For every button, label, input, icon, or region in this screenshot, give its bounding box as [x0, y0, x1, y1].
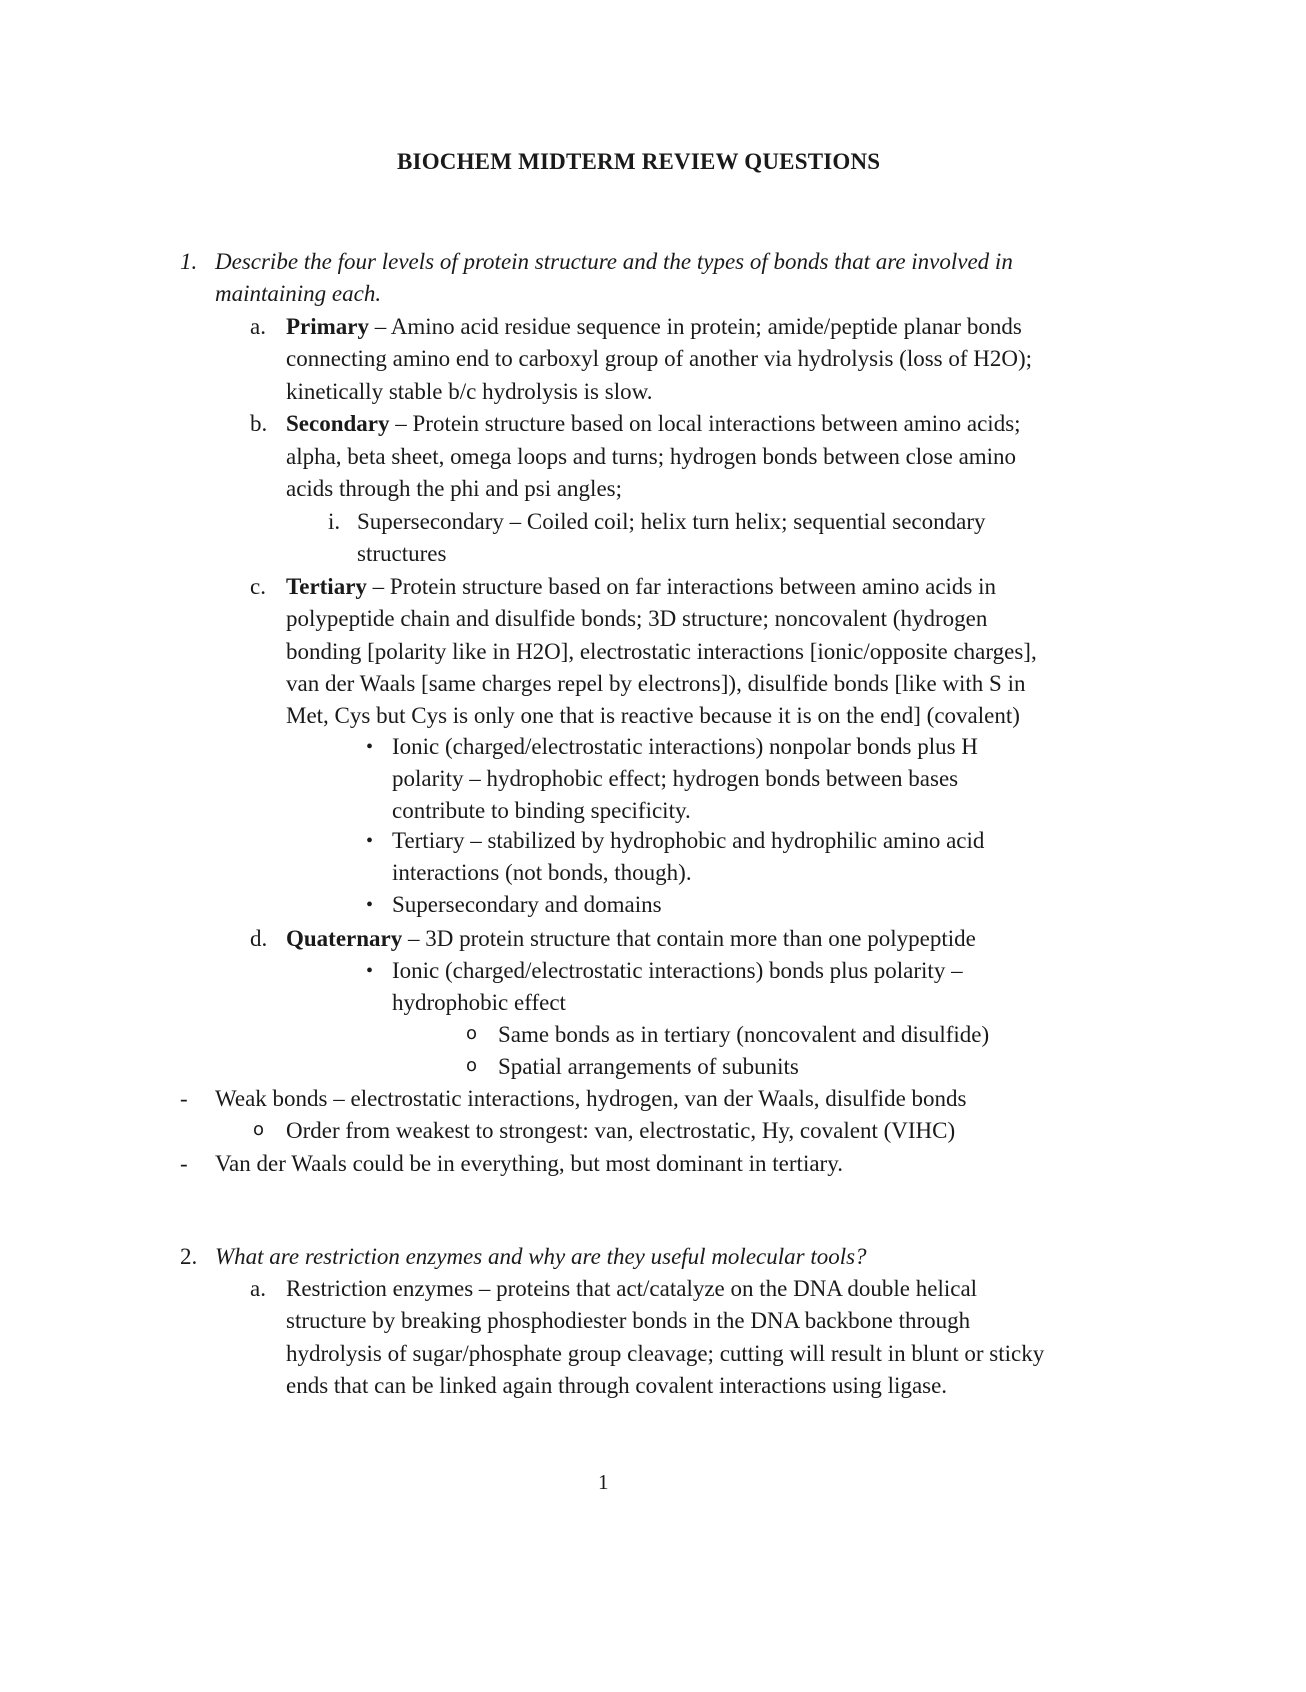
sub-bullet-line: Spatial arrangements of subunits [498, 1054, 799, 1079]
term-primary: Primary [286, 314, 370, 339]
bullet-marker: • [366, 830, 374, 852]
list-marker: c. [250, 574, 266, 599]
term-secondary: Secondary [286, 411, 390, 436]
bullet-line: Tertiary – stabilized by hydrophobic and hydrophilic amino acid [392, 828, 985, 853]
sub-bullet-line: Same bonds as in tertiary (noncovalent and disulfide) [498, 1022, 990, 1047]
answer-line: van der Waals [same charges repel by electrons]), disulfide bonds [like with S in [286, 671, 1026, 696]
bullet-line: contribute to binding specificity. [392, 798, 691, 823]
bullet-marker: • [366, 736, 374, 758]
answer-line [286, 575, 996, 598]
dash-marker: - [180, 1151, 188, 1176]
answer-line: polypeptide chain and disulfide bonds; 3D structure; noncovalent (hydrogen [286, 606, 988, 631]
bullet-marker: • [366, 894, 374, 916]
term-quaternary: Quaternary [286, 926, 403, 951]
page-number: 1 [598, 1470, 609, 1494]
question-text: maintaining each. [215, 281, 382, 306]
bullet-line: Ionic (charged/electrostatic interactions) bonds plus polarity – [392, 958, 963, 983]
question-text: What are restriction enzymes and why are they useful molecular tools? [215, 1244, 867, 1269]
circle-marker: o [253, 1119, 265, 1140]
bullet-line: Supersecondary and domains [392, 892, 662, 917]
answer-line: acids through the phi and psi angles; [286, 476, 622, 501]
bullet-line: polarity – hydrophobic effect; hydrogen bonds between bases [392, 766, 959, 791]
answer-line: Supersecondary – Coiled coil; helix turn helix; sequential secondary [357, 509, 986, 534]
list-marker: b. [250, 411, 268, 436]
bullet-line: Ionic (charged/electrostatic interactions) nonpolar bonds plus H [392, 734, 978, 759]
question-number: 2. [180, 1244, 198, 1269]
page-title: BIOCHEM MIDTERM REVIEW QUESTIONS [397, 149, 881, 174]
question-number: 1. [180, 249, 198, 274]
note-line: Order from weakest to strongest: van, electrostatic, Hy, covalent (VIHC) [286, 1118, 956, 1143]
term-tertiary: Tertiary [286, 574, 367, 599]
list-marker: i. [328, 509, 341, 534]
circle-marker: o [466, 1023, 478, 1044]
answer-text: – Amino acid residue sequence in protein; amide/peptide planar bonds [369, 314, 1022, 339]
answer-text: – 3D protein structure that contain more than one polypeptide [402, 926, 976, 951]
answer-text: – Protein structure based on local interactions between amino acids; [389, 411, 1021, 436]
bullet-line: hydrophobic effect [392, 990, 566, 1015]
list-marker: d. [250, 926, 268, 951]
answer-line [286, 927, 976, 950]
answer-line [286, 315, 1022, 338]
circle-marker: o [466, 1055, 478, 1076]
bullet-marker: • [366, 960, 374, 982]
answer-text: – Protein structure based on far interactions between amino acids in [366, 574, 997, 599]
answer-line: hydrolysis of sugar/phosphate group cleavage; cutting will result in blunt or sticky [286, 1341, 1045, 1366]
note-line: Van der Waals could be in everything, but most dominant in tertiary. [215, 1151, 843, 1176]
answer-line: alpha, beta sheet, omega loops and turns; hydrogen bonds between close amino [286, 444, 1017, 469]
question-text: Describe the four levels of protein structure and the types of bonds that are involved in [215, 249, 1013, 274]
answer-line: Restriction enzymes – proteins that act/catalyze on the DNA double helical [286, 1276, 978, 1301]
answer-line: bonding [polarity like in H2O], electrostatic interactions [ionic/opposite charges], [286, 639, 1037, 664]
list-marker: a. [250, 1276, 266, 1301]
answer-line: Met, Cys but Cys is only one that is reactive because it is on the end] (covalent) [286, 703, 1020, 728]
answer-line: ends that can be linked again through covalent interactions using ligase. [286, 1373, 948, 1398]
note-line: Weak bonds – electrostatic interactions, hydrogen, van der Waals, disulfide bonds [215, 1086, 967, 1111]
dash-marker: - [180, 1086, 188, 1111]
list-marker: a. [250, 314, 266, 339]
answer-line: kinetically stable b/c hydrolysis is slow. [286, 379, 653, 404]
answer-line: structures [357, 541, 447, 566]
answer-line [286, 412, 1021, 435]
answer-line: structure by breaking phosphodiester bonds in the DNA backbone through [286, 1308, 971, 1333]
answer-line: connecting amino end to carboxyl group of another via hydrolysis (loss of H2O); [286, 346, 1033, 371]
bullet-line: interactions (not bonds, though). [392, 860, 692, 885]
